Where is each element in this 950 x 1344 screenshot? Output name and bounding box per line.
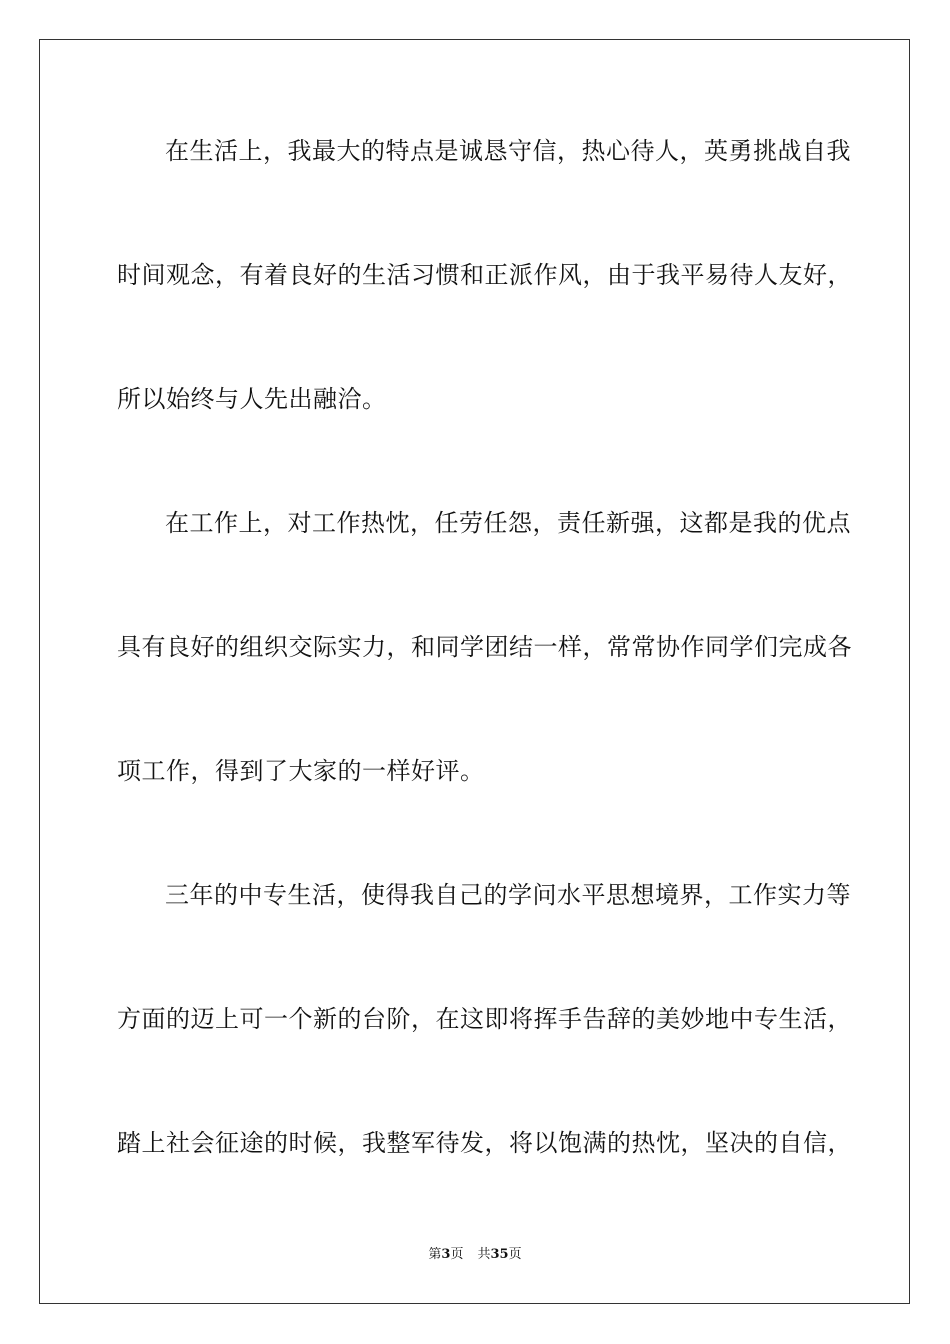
paragraph-2-line-1: 在工作上，对工作热忱，任劳任怨，责任新强，这都是我的优点 bbox=[165, 509, 851, 537]
paragraph-3-line-2: 方面的迈上可一个新的台阶，在这即将挥手告辞的美妙地中专生活， bbox=[117, 1005, 852, 1033]
page-footer bbox=[0, 1246, 950, 1264]
footer-total-pages: 35 bbox=[490, 1247, 509, 1262]
paragraph-3-line-1: 三年的中专生活，使得我自己的学问水平思想境界，工作实力等 bbox=[165, 881, 851, 909]
footer-total-suffix: 页 bbox=[508, 1247, 522, 1262]
footer-total-prefix: 共 bbox=[477, 1247, 491, 1262]
page-border bbox=[39, 39, 910, 1304]
paragraph-2-line-2: 具有良好的组织交际实力，和同学团结一样，常常协作同学们完成各 bbox=[117, 633, 852, 661]
footer-page-number: 3 bbox=[441, 1247, 451, 1262]
footer-page-suffix: 页 bbox=[450, 1247, 464, 1262]
footer-page-prefix: 第 bbox=[428, 1247, 442, 1262]
paragraph-1-line-2: 时间观念，有着良好的生活习惯和正派作风，由于我平易待人友好， bbox=[117, 261, 852, 289]
paragraph-2-line-3: 项工作，得到了大家的一样好评。 bbox=[117, 757, 485, 785]
paragraph-1-line-1: 在生活上，我最大的特点是诚恳守信，热心待人，英勇挑战自我 bbox=[165, 137, 851, 165]
paragraph-1-line-3: 所以始终与人先出融洽。 bbox=[117, 385, 387, 413]
paragraph-3-line-3: 踏上社会征途的时候，我整军待发，将以饱满的热忱，坚决的自信， bbox=[117, 1129, 852, 1157]
